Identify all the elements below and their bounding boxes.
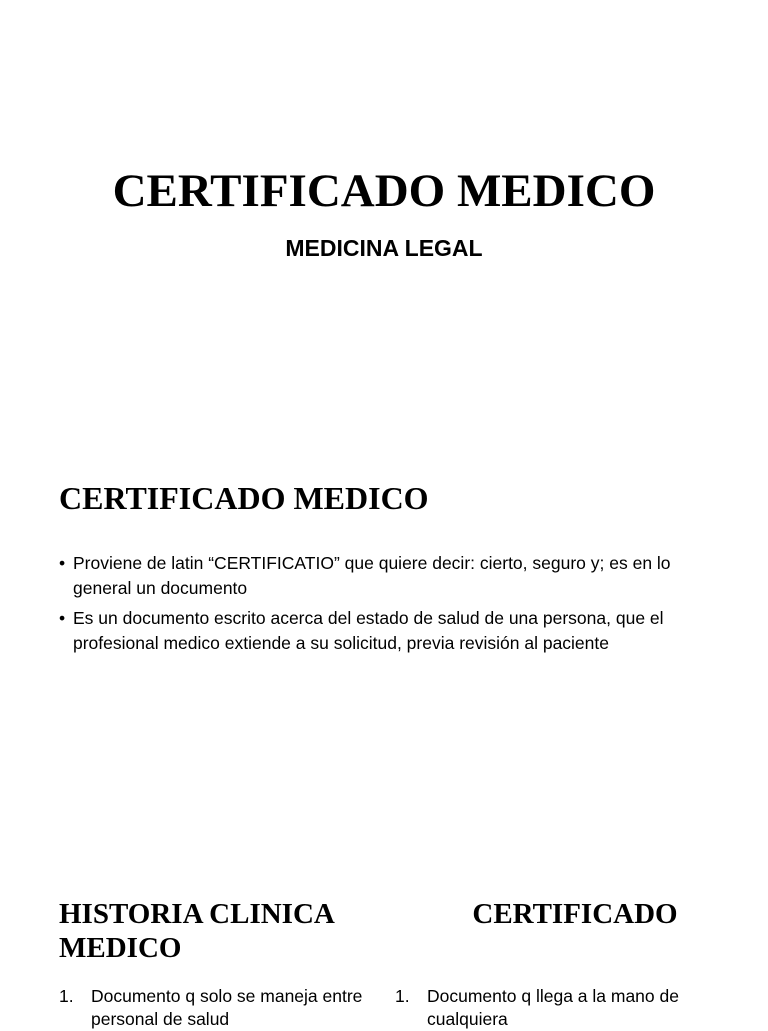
list-item-text: Documento q solo se maneja entre personal de salud: [91, 986, 363, 1029]
bullet-icon: •: [59, 608, 66, 628]
bullet-text: Proviene de latin “CERTIFICATIO” que quiere decir: cierto, seguro y; es en lo general un documento: [73, 553, 671, 598]
list-item-number: 1.: [395, 986, 410, 1006]
comparison-left-heading: HISTORIA CLINICA MEDICO: [59, 898, 334, 964]
section-title: CERTIFICADO MEDICO: [59, 480, 429, 516]
comparison-right-heading: CERTIFICADO: [472, 898, 678, 930]
list-item-text: Documento q llega a la mano de cualquiera: [427, 986, 679, 1029]
document-title: CERTIFICADO MEDICO: [112, 165, 656, 217]
bullet-item: [59, 551, 719, 600]
document-subtitle: MEDICINA LEGAL: [285, 235, 483, 261]
list-item-number: 1.: [59, 986, 74, 1006]
bullet-item: [59, 606, 719, 655]
comparison-right-list: [395, 985, 715, 1031]
bullet-text: Es un documento escrito acerca del estado de salud de una persona, que el profesional medico extiende a su solicitud, previa revisión al paciente: [73, 608, 664, 653]
list-item: [59, 985, 369, 1031]
bullet-icon: •: [59, 553, 66, 573]
comparison-left-list: [59, 985, 369, 1031]
bullet-list: [59, 551, 719, 661]
list-item: [395, 985, 715, 1031]
